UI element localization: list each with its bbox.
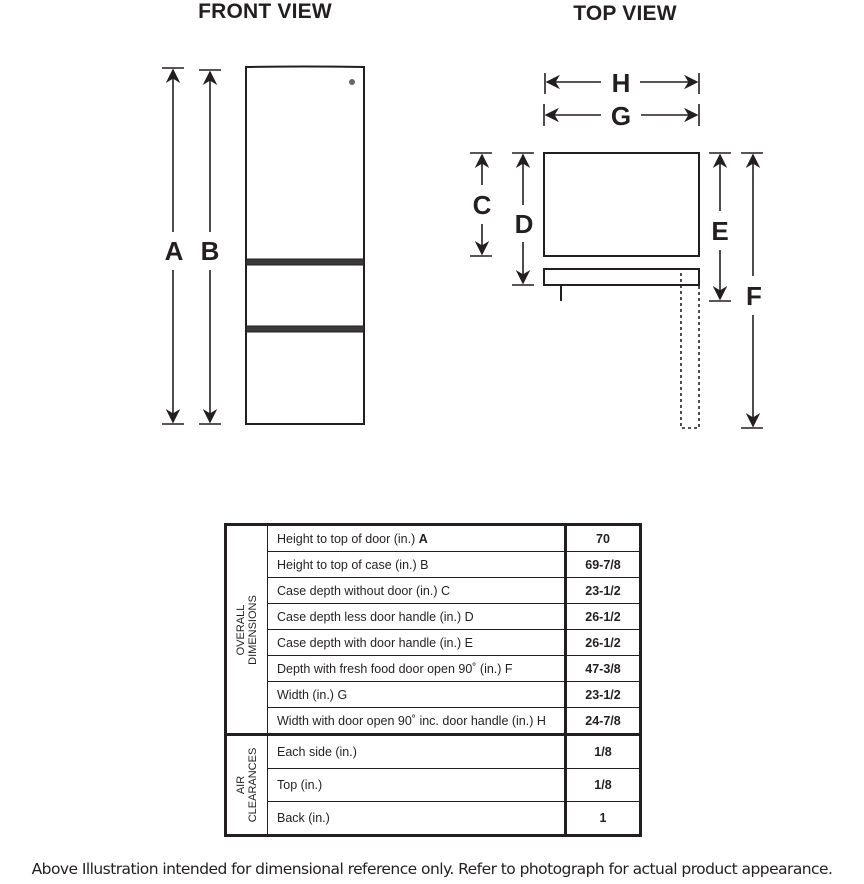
top-view-refrigerator [544,153,699,428]
table-row [226,525,641,552]
dimensions-table [224,523,642,837]
row-value: 24-7/8 [566,708,641,735]
row-value: 1/8 [566,735,641,769]
row-value: 26-1/2 [566,630,641,656]
row-value: 1 [566,802,641,836]
row-description: Height to top of door (in.) A [268,525,566,552]
row-description: Top (in.) [268,769,566,802]
label-g: G [610,101,632,131]
row-description: Each side (in.) [268,735,566,769]
table-row [226,735,641,769]
label-f: F [746,281,762,311]
row-value: 47-3/8 [566,656,641,682]
front-view-title: FRONT VIEW [198,0,332,23]
row-description: Back (in.) [268,802,566,836]
group-label-overall-dimensions: OVERALL DIMENSIONS [226,525,268,735]
row-value: 70 [566,525,641,552]
table-row [226,656,641,682]
table-row [226,769,641,802]
row-description: Width (in.) G [268,682,566,708]
table-row [226,578,641,604]
table-row [226,708,641,735]
row-description: Depth with fresh food door open 90˚ (in.) F [268,656,566,682]
row-description: Width with door open 90˚ inc. door handle (in.) H [268,708,566,735]
table-row [226,552,641,578]
row-value: 26-1/2 [566,604,641,630]
row-description: Case depth less door handle (in.) D [268,604,566,630]
label-b: B [200,236,220,266]
top-view-title: TOP VIEW [573,2,677,25]
front-view-refrigerator [246,67,364,425]
table-row [226,682,641,708]
row-description: Case depth without door (in.) C [268,578,566,604]
row-value: 69-7/8 [566,552,641,578]
row-description: Case depth with door handle (in.) E [268,630,566,656]
brand-logo-icon [349,79,355,85]
row-value: 23-1/2 [566,682,641,708]
row-value: 23-1/2 [566,578,641,604]
label-e: E [711,216,729,246]
row-description: Height to top of case (in.) B [268,552,566,578]
group-label-air-clearances: AIR CLEARANCES [226,735,268,836]
label-c: C [472,190,492,220]
row-value: 1/8 [566,769,641,802]
table-row [226,604,641,630]
label-a: A [164,236,184,266]
table-row [226,630,641,656]
label-d: D [514,209,534,239]
table-row [226,802,641,836]
label-h: H [611,68,631,98]
footnote: Above Illustration intended for dimensional reference only. Refer to photograph for actual product appearance. [31,860,833,878]
